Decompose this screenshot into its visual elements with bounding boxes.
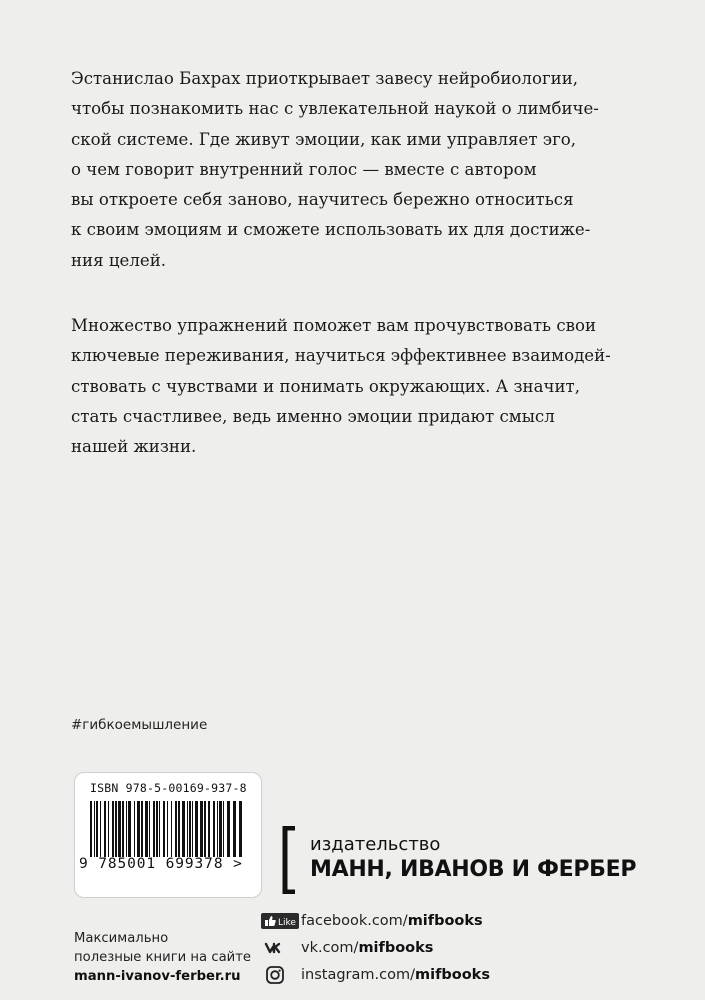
barcode-bar: [134, 801, 135, 857]
text-line: Множество упражнений поможет вам прочувствовать свои: [71, 316, 597, 335]
text-line: Эстанислао Бахрах приоткрывает завесу нейробиологии,: [71, 69, 579, 88]
vk-url: vk.com/mifbooks: [301, 940, 434, 956]
barcode-bar: [175, 801, 177, 857]
barcode-bar: [219, 801, 222, 857]
barcode-bar: [187, 801, 188, 857]
text-line: ния целей.: [71, 250, 167, 270]
barcode-bar: [195, 801, 198, 857]
barcode-bar: [213, 801, 215, 857]
barcode-bar: [100, 801, 101, 857]
barcode-bar: [104, 801, 106, 857]
barcode-label: [74, 772, 262, 898]
publisher-label: издательство: [310, 834, 441, 855]
isbn-number: ISBN 978-5-00169-937-8: [90, 781, 247, 795]
barcode-bar: [208, 801, 210, 857]
publisher-name: МАНН, ИВАНОВ И ФЕРБЕР: [310, 857, 637, 882]
facebook-link[interactable]: [261, 911, 561, 931]
text-line: ствовать с чувствами и понимать окружающих. А значит,: [71, 376, 580, 396]
promo-line: полезные книги на сайте: [74, 950, 252, 965]
description-paragraph-2: [71, 311, 661, 462]
like-text: Like: [278, 918, 296, 928]
description-paragraph-1: [71, 64, 661, 276]
text-line: чтобы познакомить нас с увлекательной наукой о лимбиче-: [71, 99, 599, 119]
barcode-bar: [227, 801, 230, 857]
text-line: ключевые переживания, научиться эффективнее взаимодей-: [71, 346, 611, 366]
barcode-bar: [122, 801, 124, 857]
promo-block: [74, 929, 251, 986]
vk-link[interactable]: [261, 938, 561, 958]
barcode-bar: [159, 801, 160, 857]
barcode-bar: [141, 801, 143, 857]
text-line: нашей жизни.: [71, 437, 197, 457]
barcode-digits: 9 785001 699378 >: [79, 856, 243, 872]
barcode-bar: [178, 801, 180, 857]
instagram-icon: [261, 965, 301, 985]
vk-icon: [261, 938, 301, 958]
barcode-bar: [128, 801, 131, 857]
publisher-website-link[interactable]: mann-ivanov-ferber.ru: [74, 969, 241, 984]
barcode-bar: [137, 801, 140, 857]
barcode-bar: [167, 801, 168, 857]
barcode-bar: [239, 801, 242, 857]
barcode-bar: [94, 801, 95, 857]
barcode-bar: [108, 801, 109, 857]
barcode-bar: [112, 801, 114, 857]
barcode-bar: [115, 801, 117, 857]
barcode-bar: [126, 801, 127, 857]
text-line: о чем говорит внутренний голос — вместе с автором: [71, 159, 537, 179]
barcode-bar: [90, 801, 92, 857]
barcode-bar: [192, 801, 193, 857]
barcode-bar: [223, 801, 224, 857]
publisher-bracket-icon: [282, 826, 298, 894]
barcode-icon: [90, 801, 246, 857]
barcode-bar: [200, 801, 203, 857]
facebook-url: facebook.com/mifbooks: [301, 913, 483, 929]
barcode-bar: [96, 801, 98, 857]
barcode-bar: [204, 801, 206, 857]
barcode-bar: [118, 801, 121, 857]
barcode-bar: [233, 801, 236, 857]
instagram-link[interactable]: [261, 965, 561, 985]
barcode-bar: [163, 801, 165, 857]
barcode-bar: [145, 801, 148, 857]
barcode-bar: [153, 801, 155, 857]
barcode-bar: [171, 801, 172, 857]
text-line: ской системе. Где живут эмоции, как ими управляет эго,: [71, 129, 577, 149]
promo-line: Максимально: [74, 931, 169, 946]
barcode-bar: [217, 801, 218, 857]
text-line: стать счастливее, ведь именно эмоции придают смысл: [71, 406, 555, 426]
barcode-bar: [156, 801, 158, 857]
text-line: вы откроете себя заново, научитесь бережно относиться: [71, 190, 574, 210]
text-line: к своим эмоциям и сможете использовать их для достиже-: [71, 220, 591, 240]
barcode-bar: [189, 801, 191, 857]
facebook-like-icon: [261, 911, 301, 931]
barcode-bar: [149, 801, 150, 857]
instagram-url: instagram.com/mifbooks: [301, 967, 490, 983]
barcode-bar: [182, 801, 185, 857]
hashtag: #гибкоемышление: [71, 717, 208, 733]
